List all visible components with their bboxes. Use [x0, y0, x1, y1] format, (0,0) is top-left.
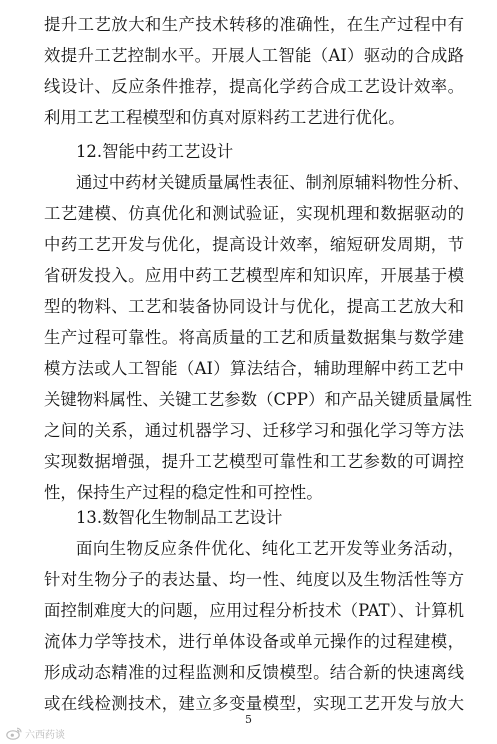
paragraph-line: 省研发投入。应用中药工艺模型库和知识库，开展基于模 [44, 266, 464, 285]
paragraph-line: 型的物料、工艺和装备协同设计与优化，提高工艺放大和 [44, 297, 464, 316]
paragraph-line: 针对生物分子的表达量、均一性、纯度以及生物活性等方 [44, 570, 464, 589]
section-heading-12: 12.智能中药工艺设计 [76, 142, 234, 161]
paragraph-line: 工艺建模、仿真优化和测试验证，实现机理和数据驱动的 [44, 204, 464, 223]
paragraph-line: 利用工艺工程模型和仿真对原料药工艺进行优化。 [44, 108, 405, 127]
paragraph-line: 之间的关系，通过机器学习、迁移学习和强化学习等方法 [44, 421, 464, 440]
paragraph-line: 面向生物反应条件优化、纯化工艺开发等业务活动， [76, 539, 464, 558]
paragraph-line: 通过中药材关键质量属性表征、制剂原辅料物性分析、 [76, 173, 470, 192]
paragraph-line: 关键物料属性、关键工艺参数（CPP）和产品关键质量属性 [44, 390, 472, 409]
weibo-logo-icon [6, 727, 22, 740]
paragraph-line: 生产过程可靠性。将高质量的工艺和质量数据集与数学建 [44, 328, 464, 347]
paragraph-line: 形成动态精准的过程监测和反馈模型。结合新的快速离线 [44, 663, 464, 682]
watermark-text: 六西药谈 [25, 730, 65, 741]
paragraph-line: 实现数据增强，提升工艺模型可靠性和工艺参数的可调控 [44, 452, 464, 471]
paragraph-line: 流体力学等技术，进行单体设备或单元操作的过程建模， [44, 632, 464, 651]
watermark [6, 726, 65, 741]
paragraph-line: 或在线检测技术，建立多变量模型，实现工艺开发与放大 [44, 694, 464, 713]
section-heading-13: 13.数智化生物制品工艺设计 [76, 508, 283, 527]
paragraph-line: 模方法或人工智能（AI）算法结合，辅助理解中药工艺中 [44, 359, 464, 378]
page-number: 5 [245, 713, 252, 726]
paragraph-line: 性，保持生产过程的稳定性和可控性。 [44, 483, 323, 502]
paragraph-line: 面控制难度大的问题，应用过程分析技术（PAT）、计算机 [44, 601, 464, 620]
paragraph-line: 效提升工艺控制水平。开展人工智能（AI）驱动的合成路 [44, 46, 464, 65]
paragraph-line: 中药工艺开发与优化，提高设计效率，缩短研发周期，节 [44, 235, 464, 254]
paragraph-line: 提升工艺放大和生产技术转移的准确性，在生产过程中有 [44, 15, 464, 34]
paragraph-line: 线设计、反应条件推荐，提高化学药合成工艺设计效率。 [44, 77, 464, 96]
